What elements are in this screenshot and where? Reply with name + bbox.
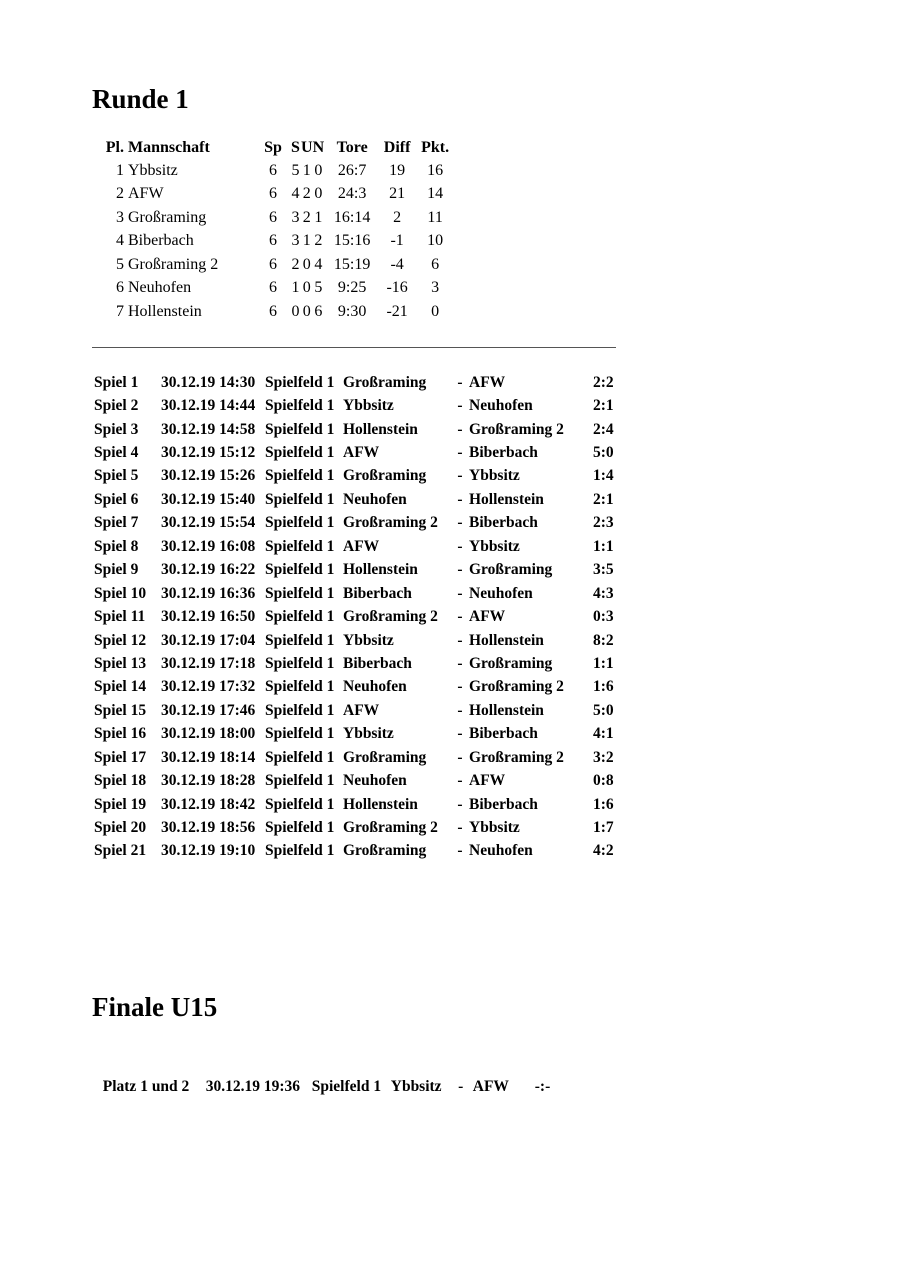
- standings-losses-cell: 0: [314, 185, 323, 203]
- fixture-label: Spiel 19: [94, 795, 147, 813]
- standings-place-cell: 3: [116, 208, 124, 226]
- fixture-field: Spielfeld 1: [265, 795, 335, 813]
- standings-points-cell: 11: [427, 208, 443, 226]
- standings-points-cell: 0: [431, 302, 440, 320]
- fixture-row: [94, 605, 617, 628]
- standings-team-cell: Hollenstein: [128, 302, 202, 320]
- standings-place-cell: 4: [116, 232, 124, 250]
- fixture-datetime: 30.12.19 15:54: [161, 514, 256, 532]
- standings-wins-cell: 4: [291, 185, 300, 203]
- fixture-field: Spielfeld 1: [265, 748, 335, 766]
- final-match-separator: -: [458, 1078, 464, 1095]
- standings-wins-cell: 3: [291, 232, 300, 250]
- fixture-away-team: Großraming 2: [469, 678, 564, 696]
- fixture-field: Spielfeld 1: [265, 631, 335, 649]
- header-games: Sp: [264, 139, 282, 156]
- fixture-field: Spielfeld 1: [265, 608, 335, 626]
- fixture-label: Spiel 21: [94, 842, 147, 860]
- fixture-home-team: Ybbsitz: [343, 631, 394, 649]
- fixture-row: [94, 793, 617, 816]
- fixture-home-team: Biberbach: [343, 654, 412, 672]
- fixture-datetime: 30.12.19 17:04: [161, 631, 256, 649]
- fixture-home-team: Großraming: [343, 748, 427, 766]
- fixture-home-team: Großraming: [343, 842, 427, 860]
- standings-team-cell: Ybbsitz: [128, 161, 178, 179]
- standings-games-cell: 6: [269, 232, 277, 250]
- header-place: Pl.: [105, 139, 124, 156]
- fixture-datetime: 30.12.19 18:00: [161, 725, 256, 743]
- fixture-score: 2:4: [593, 420, 614, 438]
- fixture-away-team: Neuhofen: [469, 584, 533, 602]
- fixture-away-team: Großraming: [469, 561, 553, 579]
- header-wins: S: [291, 139, 300, 156]
- fixture-row: [94, 816, 617, 839]
- fixture-separator: -: [457, 490, 463, 508]
- fixture-field: Spielfeld 1: [265, 772, 335, 790]
- final-match-label: Platz 1 und 2: [102, 1078, 190, 1095]
- standings-losses-cell: 2: [314, 232, 323, 250]
- fixture-row: [94, 840, 617, 863]
- fixture-score: 2:1: [593, 490, 614, 508]
- fixture-label: Spiel 20: [94, 819, 147, 837]
- standings-losses-cell: 6: [314, 302, 323, 320]
- header-team: Mannschaft: [128, 139, 210, 156]
- fixture-row: [94, 769, 617, 792]
- fixture-home-team: Neuhofen: [343, 490, 407, 508]
- fixture-score: 5:0: [593, 444, 614, 462]
- fixture-away-team: Großraming 2: [469, 420, 564, 438]
- fixture-away-team: Hollenstein: [469, 631, 544, 649]
- fixture-score: 3:2: [593, 748, 614, 766]
- fixture-datetime: 30.12.19 16:50: [161, 608, 256, 626]
- standings-row: [92, 230, 456, 254]
- final-match-away: AFW: [472, 1078, 509, 1095]
- standings-team-cell: Großraming 2: [128, 255, 219, 273]
- standings-diff-cell: -16: [386, 279, 408, 297]
- standings-draws-cell: 1: [302, 161, 311, 179]
- fixture-label: Spiel 7: [94, 514, 139, 532]
- fixture-row: [94, 441, 617, 464]
- standings-wins-cell: 5: [291, 161, 300, 179]
- standings-games-cell: 6: [269, 279, 277, 297]
- fixture-datetime: 30.12.19 18:28: [161, 772, 256, 790]
- fixture-away-team: Biberbach: [469, 444, 538, 462]
- fixture-score: 2:2: [593, 373, 614, 391]
- fixture-away-team: Biberbach: [469, 725, 538, 743]
- fixture-label: Spiel 16: [94, 725, 147, 743]
- fixture-home-team: Großraming 2: [343, 819, 438, 837]
- standings-row: [92, 159, 456, 183]
- fixture-datetime: 30.12.19 17:46: [161, 701, 256, 719]
- fixtures-table: [94, 371, 617, 863]
- standings-points-cell: 10: [427, 232, 444, 250]
- fixture-separator: -: [457, 397, 463, 415]
- fixture-home-team: AFW: [343, 444, 380, 462]
- fixture-separator: -: [457, 748, 463, 766]
- fixture-home-team: Großraming 2: [343, 608, 438, 626]
- standings-team-cell: Neuhofen: [128, 279, 192, 297]
- fixture-field: Spielfeld 1: [265, 725, 335, 743]
- fixture-score: 1:7: [593, 819, 614, 837]
- fixture-row: [94, 371, 617, 394]
- fixture-score: 5:0: [593, 701, 614, 719]
- fixture-separator: -: [457, 654, 463, 672]
- standings-draws-cell: 0: [302, 255, 311, 273]
- fixture-home-team: Hollenstein: [343, 795, 418, 813]
- fixture-label: Spiel 15: [94, 701, 147, 719]
- fixture-home-team: Neuhofen: [343, 772, 407, 790]
- standings-diff-cell: -21: [386, 302, 408, 320]
- fixture-separator: -: [457, 772, 463, 790]
- standings-points-cell: 3: [431, 279, 440, 297]
- header-diff: Diff: [383, 139, 411, 156]
- fixture-separator: -: [457, 795, 463, 813]
- standings-draws-cell: 0: [302, 302, 311, 320]
- fixture-separator: -: [457, 678, 463, 696]
- standings-wins-cell: 3: [291, 208, 300, 226]
- fixture-score: 4:3: [593, 584, 614, 602]
- fixture-row: [94, 512, 617, 535]
- fixture-label: Spiel 4: [94, 444, 139, 462]
- fixture-row: [94, 746, 617, 769]
- standings-team-cell: AFW: [128, 185, 164, 203]
- fixture-score: 2:1: [593, 397, 614, 415]
- fixture-datetime: 30.12.19 15:40: [161, 490, 256, 508]
- fixture-home-team: Ybbsitz: [343, 397, 394, 415]
- fixture-separator: -: [457, 631, 463, 649]
- fixture-label: Spiel 9: [94, 561, 139, 579]
- fixture-label: Spiel 10: [94, 584, 147, 602]
- standings-goals-cell: 9:25: [337, 279, 367, 297]
- fixture-away-team: Biberbach: [469, 514, 538, 532]
- fixture-row: [94, 676, 617, 699]
- fixture-away-team: AFW: [469, 373, 506, 391]
- standings-games-cell: 6: [269, 208, 277, 226]
- standings-goals-cell: 15:19: [333, 255, 371, 273]
- fixture-field: Spielfeld 1: [265, 584, 335, 602]
- fixture-field: Spielfeld 1: [265, 842, 335, 860]
- fixture-row: [94, 394, 617, 417]
- fixture-row: [94, 488, 617, 511]
- fixture-score: 8:2: [593, 631, 614, 649]
- standings-games-cell: 6: [269, 255, 277, 273]
- standings-points-cell: 6: [431, 255, 440, 273]
- fixture-field: Spielfeld 1: [265, 490, 335, 508]
- standings-team-cell: Großraming: [128, 208, 207, 226]
- standings-losses-cell: 4: [314, 255, 323, 273]
- round-title: Runde 1: [92, 84, 189, 114]
- fixture-away-team: Hollenstein: [469, 490, 544, 508]
- fixture-datetime: 30.12.19 18:42: [161, 795, 256, 813]
- fixture-datetime: 30.12.19 16:22: [161, 561, 256, 579]
- fixture-separator: -: [457, 561, 463, 579]
- fixture-separator: -: [457, 842, 463, 860]
- fixture-separator: -: [457, 420, 463, 438]
- fixture-score: 1:1: [593, 654, 614, 672]
- standings-wins-cell: 1: [291, 279, 300, 297]
- fixture-datetime: 30.12.19 14:30: [161, 373, 256, 391]
- fixture-label: Spiel 8: [94, 537, 139, 555]
- standings-points-cell: 14: [427, 185, 444, 203]
- fixture-datetime: 30.12.19 16:36: [161, 584, 256, 602]
- standings-draws-cell: 2: [302, 185, 311, 203]
- fixture-field: Spielfeld 1: [265, 420, 335, 438]
- standings-place-cell: 1: [116, 161, 124, 179]
- fixture-away-team: Ybbsitz: [469, 467, 520, 485]
- fixture-score: 1:6: [593, 678, 614, 696]
- final-match-score: -:-: [534, 1078, 551, 1095]
- standings-games-cell: 6: [269, 161, 277, 179]
- final-match-field: Spielfeld 1: [311, 1078, 382, 1095]
- fixture-away-team: Neuhofen: [469, 397, 533, 415]
- fixture-home-team: Hollenstein: [343, 420, 418, 438]
- standings-goals-cell: 9:30: [337, 302, 367, 320]
- standings-draws-cell: 1: [302, 232, 311, 250]
- fixture-row: [94, 582, 617, 605]
- standings-header-row: [92, 137, 456, 159]
- fixture-label: Spiel 5: [94, 467, 139, 485]
- standings-diff-cell: 19: [389, 161, 406, 179]
- fixture-separator: -: [457, 608, 463, 626]
- fixture-label: Spiel 6: [94, 490, 139, 508]
- header-goals: Tore: [336, 139, 368, 156]
- fixture-row: [94, 535, 617, 558]
- standings-wins-cell: 2: [291, 255, 300, 273]
- fixture-label: Spiel 1: [94, 373, 139, 391]
- fixture-row: [94, 699, 617, 722]
- section-divider: [92, 347, 616, 348]
- header-draws: U: [301, 139, 313, 156]
- fixture-field: Spielfeld 1: [265, 678, 335, 696]
- standings-draws-cell: 2: [302, 208, 311, 226]
- fixture-field: Spielfeld 1: [265, 537, 335, 555]
- fixture-separator: -: [457, 725, 463, 743]
- fixture-datetime: 30.12.19 15:26: [161, 467, 256, 485]
- standings-games-cell: 6: [269, 185, 277, 203]
- fixture-datetime: 30.12.19 17:32: [161, 678, 256, 696]
- fixture-away-team: Neuhofen: [469, 842, 533, 860]
- standings-place-cell: 5: [116, 255, 124, 273]
- standings-team-cell: Biberbach: [128, 232, 194, 250]
- fixture-separator: -: [457, 537, 463, 555]
- standings-row: [92, 277, 456, 301]
- standings-row: [92, 183, 456, 207]
- fixture-field: Spielfeld 1: [265, 819, 335, 837]
- standings-games-cell: 6: [269, 302, 277, 320]
- fixture-away-team: Ybbsitz: [469, 819, 520, 837]
- standings-points-cell: 16: [427, 161, 444, 179]
- standings-draws-cell: 0: [302, 279, 311, 297]
- fixture-away-team: Hollenstein: [469, 701, 544, 719]
- fixture-label: Spiel 11: [94, 608, 146, 626]
- fixture-home-team: Neuhofen: [343, 678, 407, 696]
- fixture-away-team: AFW: [469, 772, 506, 790]
- fixture-row: [94, 559, 617, 582]
- fixture-score: 1:1: [593, 537, 614, 555]
- standings-row: [92, 253, 456, 277]
- fixture-home-team: Großraming: [343, 373, 427, 391]
- standings-diff-cell: 2: [393, 208, 402, 226]
- fixture-datetime: 30.12.19 17:18: [161, 654, 256, 672]
- fixture-datetime: 30.12.19 15:12: [161, 444, 256, 462]
- final-match-home: Ybbsitz: [390, 1078, 442, 1095]
- fixture-field: Spielfeld 1: [265, 397, 335, 415]
- fixture-datetime: 30.12.19 14:58: [161, 420, 256, 438]
- fixture-score: 0:8: [593, 772, 614, 790]
- standings-goals-cell: 16:14: [333, 208, 371, 226]
- fixture-separator: -: [457, 819, 463, 837]
- fixture-away-team: Großraming: [469, 654, 553, 672]
- fixture-field: Spielfeld 1: [265, 514, 335, 532]
- fixture-home-team: Ybbsitz: [343, 725, 394, 743]
- fixture-datetime: 30.12.19 16:08: [161, 537, 256, 555]
- fixture-row: [94, 629, 617, 652]
- header-losses: N: [312, 139, 325, 156]
- standings-goals-cell: 26:7: [337, 161, 367, 179]
- fixture-datetime: 30.12.19 14:44: [161, 397, 256, 415]
- fixture-home-team: Großraming 2: [343, 514, 438, 532]
- fixture-label: Spiel 3: [94, 420, 139, 438]
- fixture-field: Spielfeld 1: [265, 701, 335, 719]
- standings-place-cell: 7: [116, 302, 124, 320]
- fixture-separator: -: [457, 373, 463, 391]
- standings-diff-cell: 21: [389, 185, 406, 203]
- fixture-label: Spiel 18: [94, 772, 147, 790]
- fixture-row: [94, 723, 617, 746]
- header-points: Pkt.: [421, 139, 450, 156]
- fixture-label: Spiel 2: [94, 397, 139, 415]
- fixture-score: 3:5: [593, 561, 614, 579]
- fixture-score: 1:6: [593, 795, 614, 813]
- fixture-separator: -: [457, 467, 463, 485]
- standings-wins-cell: 0: [291, 302, 300, 320]
- fixture-score: 4:2: [593, 842, 614, 860]
- fixture-home-team: Großraming: [343, 467, 427, 485]
- fixture-separator: -: [457, 701, 463, 719]
- fixture-label: Spiel 17: [94, 748, 147, 766]
- standings-place-cell: 2: [116, 185, 124, 203]
- fixture-home-team: AFW: [343, 701, 380, 719]
- standings-goals-cell: 24:3: [337, 185, 367, 203]
- fixture-separator: -: [457, 584, 463, 602]
- fixture-datetime: 30.12.19 18:14: [161, 748, 256, 766]
- fixture-datetime: 30.12.19 18:56: [161, 819, 256, 837]
- fixture-away-team: Biberbach: [469, 795, 538, 813]
- fixture-score: 2:3: [593, 514, 614, 532]
- fixture-label: Spiel 14: [94, 678, 147, 696]
- fixture-home-team: Biberbach: [343, 584, 412, 602]
- fixture-field: Spielfeld 1: [265, 373, 335, 391]
- standings-losses-cell: 0: [314, 161, 323, 179]
- fixture-label: Spiel 12: [94, 631, 147, 649]
- standings-table: [92, 137, 456, 324]
- fixture-field: Spielfeld 1: [265, 444, 335, 462]
- fixture-label: Spiel 13: [94, 654, 147, 672]
- fixture-away-team: Großraming 2: [469, 748, 564, 766]
- fixture-field: Spielfeld 1: [265, 467, 335, 485]
- standings-row: [92, 206, 456, 230]
- standings-goals-cell: 15:16: [333, 232, 371, 250]
- fixture-row: [94, 465, 617, 488]
- standings-diff-cell: -1: [390, 232, 404, 250]
- fixture-field: Spielfeld 1: [265, 561, 335, 579]
- standings-losses-cell: 1: [314, 208, 323, 226]
- fixture-row: [94, 652, 617, 675]
- fixture-separator: -: [457, 514, 463, 532]
- fixture-datetime: 30.12.19 19:10: [161, 842, 256, 860]
- fixture-field: Spielfeld 1: [265, 654, 335, 672]
- fixture-score: 1:4: [593, 467, 614, 485]
- fixture-home-team: AFW: [343, 537, 380, 555]
- standings-place-cell: 6: [116, 279, 124, 297]
- fixture-score: 0:3: [593, 608, 614, 626]
- fixture-home-team: Hollenstein: [343, 561, 418, 579]
- final-match-datetime: 30.12.19 19:36: [205, 1078, 301, 1095]
- fixture-away-team: AFW: [469, 608, 506, 626]
- fixture-score: 4:1: [593, 725, 614, 743]
- final-match-row: [95, 1060, 550, 1096]
- fixture-row: [94, 418, 617, 441]
- standings-diff-cell: -4: [390, 255, 404, 273]
- fixture-separator: -: [457, 444, 463, 462]
- standings-row: [92, 300, 456, 324]
- standings-losses-cell: 5: [314, 279, 323, 297]
- fixture-away-team: Ybbsitz: [469, 537, 520, 555]
- final-title: Finale U15: [92, 992, 218, 1022]
